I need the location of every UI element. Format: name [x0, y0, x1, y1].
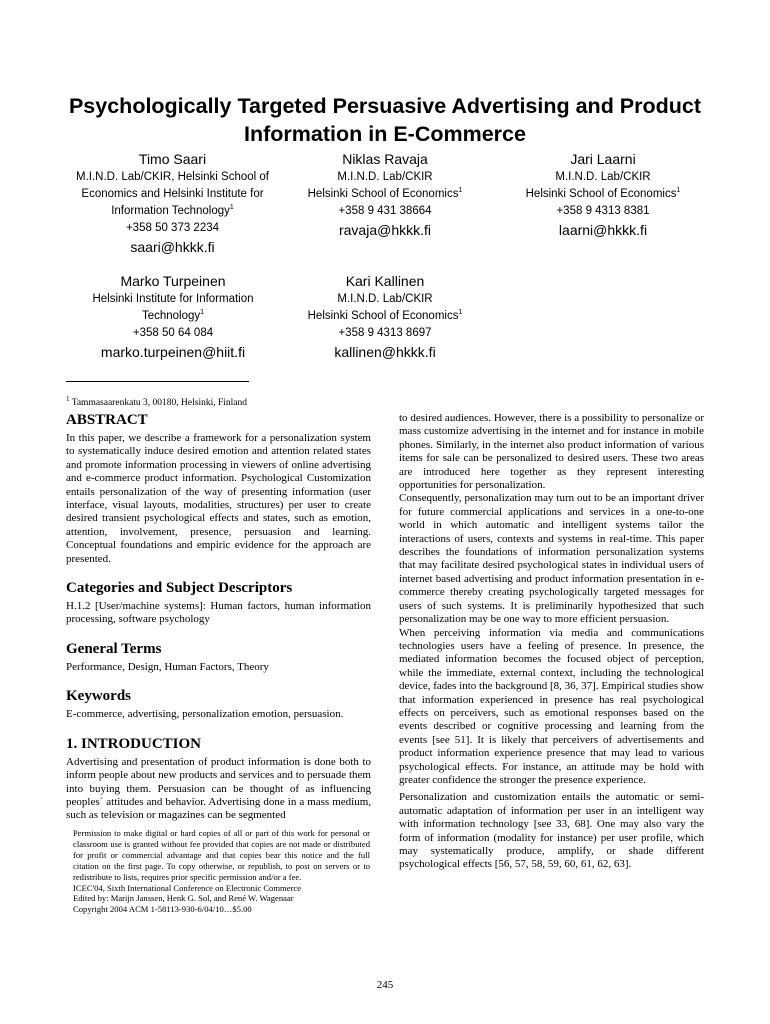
body-paragraph: to desired audiences. However, there is a possibility to personalize or mass customize advertising in the internet and for instance in mobile phones. Similarly, in the internet also product information of various items for sale can be personalized to desired users. These two areas are introduced here together as they represent interesting opportunities for personalization. — [399, 412, 704, 492]
author-affiliation: Technology$^1$ — [141, 309, 205, 322]
author-block-laarni — [488, 150, 718, 240]
author-block-saari — [50, 150, 295, 257]
permission-text: Permission to make digital or hard copies of all or part of this work for personal or classroom use is granted without fee provided that copies are not made or distributed for profit or commercial advantage and that copies bear this notice and the full citation on the first page. To copy otherwise, or republish, to post on servers or to redistribute to lists, requires prior specific permission and/or a fee. — [73, 828, 370, 882]
author-name: Jari Laarni — [570, 151, 636, 167]
author-phone: +358 9 4313 8697 — [338, 327, 432, 339]
page-number: 245 — [376, 979, 394, 991]
conference-line: ICEC'04, Sixth International Conference on Electronic Commerce — [73, 882, 302, 893]
author-affiliation: Helsinki School of Economics$^1$ — [307, 187, 463, 200]
author-email: laarni@hkkk.fi — [558, 222, 648, 238]
author-block-ravaja — [270, 150, 500, 240]
author-phone: +358 9 431 38664 — [338, 205, 432, 217]
general-terms-heading: General Terms — [66, 640, 162, 657]
categories-text: H.1.2 [User/machine systems]: Human factors, human information processing, software psychology — [66, 600, 371, 626]
author-affiliation: Helsinki School of Economics$^1$ — [307, 309, 463, 322]
abstract-heading: ABSTRACT — [66, 412, 148, 428]
body-paragraph: When perceiving information via media and communications technologies users have a feeling of presence. In presence, the mediated information becomes the focused object of perception, while the immediate, external context, including the technological device, fades into the background [8, 36, 37]. Empirical studies show that information experienced in presence has real psychological effects on perceivers, such as emotional responses based on the events described or cognitive processing and learning from the events [see 51]. It is likely that perceivers of advertisements and product information experience presence that may lead to various psychological effects. For instance, an attitude may be hold with greater confidence the stronger the presence experience. — [399, 626, 704, 786]
abstract-text: In this paper, we describe a framework for a personalization system to systematically induce desired emotion and attention related states and promote information processing in viewers of online advertising and e-commerce product information. Psychological Customization entails personalization of the way of presenting information (user interface, visual layouts, modalities, structures) per user to create desired transient psychological effects and states, such as emotion, attention, involvement, presence, persuasion and learning. Conceptual foundations and empiric evidence for the approach are presented. — [66, 432, 371, 565]
author-name: Kari Kallinen — [345, 273, 425, 289]
footnote-divider — [66, 381, 249, 382]
author-email: kallinen@hkkk.fi — [334, 344, 436, 360]
author-phone: +358 9 4313 8381 — [556, 205, 650, 217]
paper-title: Psychologically Targeted Persuasive Advertising and Product Information in E-Commerce — [68, 94, 702, 146]
left-column — [66, 412, 371, 823]
editors-line: Edited by: Marijn Janssen, Henk G. Sol, and René W. Wagenaar — [73, 893, 294, 904]
author-affiliation: M.I.N.D. Lab/CKIR — [337, 171, 433, 183]
author-phone: +358 50 373 2234 — [125, 222, 220, 234]
author-block-kallinen — [270, 272, 500, 362]
general-terms-text: Performance, Design, Human Factors, Theory — [66, 660, 269, 673]
keywords-text: E-commerce, advertising, personalization emotion, persuasion. — [66, 708, 344, 721]
body-paragraph: Consequently, personalization may turn out to be an important driver for future commercial applications and services in a one-to-one world in which automatic and intelligent systems tailor the interactions of users, contexts and systems in real-time. This paper describes the foundations of information personalization systems that may facilitate desired psychological states in individual users of internet based advertising and product information presentation in e-commerce thereby creating psychologically targeted messages for users of such systems. It is preliminarily hypothesized that such personalization may be one way to more efficient persuasion. — [399, 492, 704, 626]
author-affiliation: Helsinki Institute for Information — [92, 293, 254, 305]
author-email: ravaja@hkkk.fi — [338, 222, 432, 238]
keywords-heading: Keywords — [66, 688, 131, 705]
body-paragraph: Personalization and customization entails the automatic or semi-automatic adaptation of information per user in an intelligent way with information technology [see 33, 68]. One may also vary the form of information (modality for instance) per user profile, which may systematically produce, amplify, or shade different psychological effects [56, 57, 58, 59, 60, 61, 62, 63]. — [399, 791, 704, 871]
author-name: Niklas Ravaja — [342, 151, 428, 167]
author-affiliation: M.I.N.D. Lab/CKIR — [337, 293, 433, 305]
author-affiliation: Helsinki School of Economics$^1$ — [525, 187, 681, 200]
author-affiliation: M.I.N.D. Lab/CKIR — [555, 171, 651, 183]
author-name: Marko Turpeinen — [120, 273, 226, 289]
author-phone: +358 50 64 084 — [132, 327, 214, 339]
author-affiliation: Information Technology$^1$ — [111, 204, 234, 217]
author-affiliation: Economics and Helsinki Institute for — [81, 188, 264, 200]
introduction-heading: 1. INTRODUCTION — [66, 735, 202, 752]
right-column — [399, 412, 704, 872]
author-name: Timo Saari — [138, 151, 207, 167]
permission-notice — [73, 828, 370, 915]
author-affiliation: M.I.N.D. Lab/CKIR, Helsinki School of — [75, 171, 269, 183]
author-email: marko.turpeinen@hiit.fi — [100, 344, 246, 360]
author-email: saari@hkkk.fi — [130, 239, 215, 255]
author-block-turpeinen — [58, 272, 288, 362]
address-footnote: $^1$ Tammasaarenkatu 3, 00180, Helsinki, Finland — [66, 395, 248, 409]
copyright-line: Copyright 2004 ACM 1-58113-930-6/04/10…$5.00 — [73, 904, 252, 915]
introduction-text: Advertising and presentation of product information is done both to inform people about new products and services and to persuade them into buying them. Persuasion can be thought of as influencing peoples´ attitudes and behavior. Advertising done in a mass medium, such as television or magazines can be segmented — [66, 755, 371, 822]
categories-heading: Categories and Subject Descriptors — [66, 580, 293, 597]
